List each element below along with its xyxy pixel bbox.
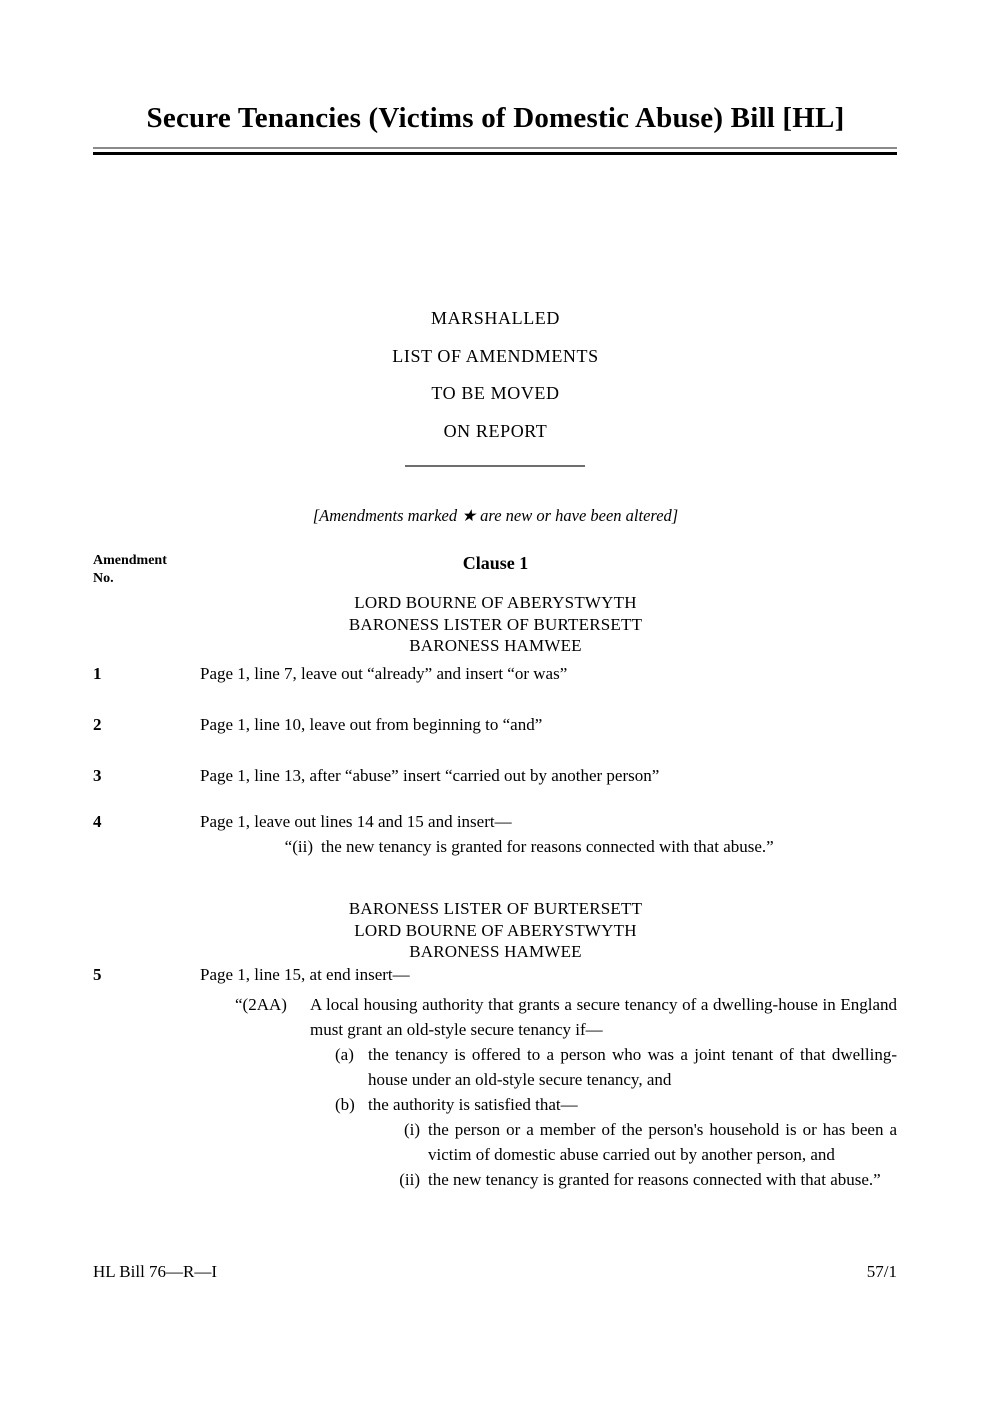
paragraph-a xyxy=(93,1042,897,1092)
amendment-no-label-line2: No. xyxy=(93,571,114,586)
sponsor-name: BARONESS HAMWEE xyxy=(409,636,582,655)
masthead xyxy=(0,300,991,450)
amendment-row xyxy=(93,661,897,686)
amendments-notice: [Amendments marked ★ are new or have been altered] xyxy=(312,506,679,525)
subparagraph-label: (i) xyxy=(403,1120,420,1139)
sponsor-name: LORD BOURNE OF ABERYSTWYTH xyxy=(354,920,637,940)
subparagraph-i xyxy=(93,1117,897,1167)
paragraph-label: (b) xyxy=(335,1095,355,1114)
amendment-row xyxy=(93,712,897,737)
masthead-line: ON REPORT xyxy=(443,420,548,441)
section-divider xyxy=(405,465,585,467)
subsection-label: “(2AA) xyxy=(235,995,287,1014)
amendment-text: Page 1, line 7, leave out “already” and insert “or was” xyxy=(200,664,568,683)
masthead-line: LIST OF AMENDMENTS xyxy=(392,345,599,366)
footer-page-reference: 57/1 xyxy=(866,1262,897,1281)
inserted-subparagraph-label: “(ii) xyxy=(284,837,313,856)
masthead-line: MARSHALLED xyxy=(430,308,560,328)
amendment-number: 2 xyxy=(93,715,102,734)
inserted-subparagraph xyxy=(93,834,897,859)
subparagraph-label: (ii) xyxy=(399,1170,420,1189)
paragraph-text: the tenancy is offered to a person who was a joint tenant of that dwelling-house under an old-style secure tenancy, and xyxy=(368,1045,897,1089)
amendment-number: 4 xyxy=(93,812,102,831)
inserted-subsection xyxy=(93,992,897,1192)
amendment-number: 5 xyxy=(93,965,102,984)
subparagraph-ii xyxy=(93,1167,897,1192)
paragraph-text: the authority is satisfied that— xyxy=(368,1095,578,1114)
amendment-text: Page 1, line 13, after “abuse” insert “carried out by another person” xyxy=(200,766,660,785)
amendment-row xyxy=(93,962,897,1192)
subsection-2aa xyxy=(93,992,897,1042)
amendment-row xyxy=(93,763,897,788)
sponsor-name: BARONESS HAMWEE xyxy=(409,942,582,961)
amendment-number: 3 xyxy=(93,766,102,785)
paragraph-label: (a) xyxy=(335,1045,354,1064)
sponsor-name: BARONESS LISTER OF BURTERSETT xyxy=(348,899,643,918)
amendment-text: Page 1, line 10, leave out from beginning to “and” xyxy=(200,715,543,734)
inserted-subparagraph-text: the new tenancy is granted for reasons connected with that abuse.” xyxy=(321,837,774,856)
amendment-text: Page 1, line 15, at end insert— xyxy=(200,965,410,984)
amendment-no-label-line1: Amendment xyxy=(93,553,167,568)
subparagraph-text: the person or a member of the person's household is or has been a victim of domestic abuse carried out by another person, and xyxy=(428,1120,897,1164)
paragraph-b xyxy=(93,1092,897,1117)
clause-heading: Clause 1 xyxy=(462,553,529,573)
masthead-line: TO BE MOVED xyxy=(431,383,560,403)
sponsor-block-2 xyxy=(0,898,991,963)
amendment-text: Page 1, leave out lines 14 and 15 and insert— xyxy=(200,812,512,831)
subparagraph-text: the new tenancy is granted for reasons connected with that abuse.” xyxy=(428,1170,881,1189)
amendment-row xyxy=(93,809,897,859)
page-title: Secure Tenancies (Victims of Domestic Abuse) Bill [HL] xyxy=(146,102,845,134)
sponsor-name: LORD BOURNE OF ABERYSTWYTH xyxy=(354,593,637,612)
footer-bill-reference: HL Bill 76—R—I xyxy=(93,1262,218,1281)
subsection-text: A local housing authority that grants a secure tenancy of a dwelling-house in England must grant an old-style secure tenancy if— xyxy=(310,995,897,1039)
sponsor-block-1 xyxy=(0,592,991,657)
amendment-number: 1 xyxy=(93,664,102,683)
title-divider-rule xyxy=(93,147,897,155)
page-footer xyxy=(93,1262,897,1282)
sponsor-name: BARONESS LISTER OF BURTERSETT xyxy=(348,614,643,634)
